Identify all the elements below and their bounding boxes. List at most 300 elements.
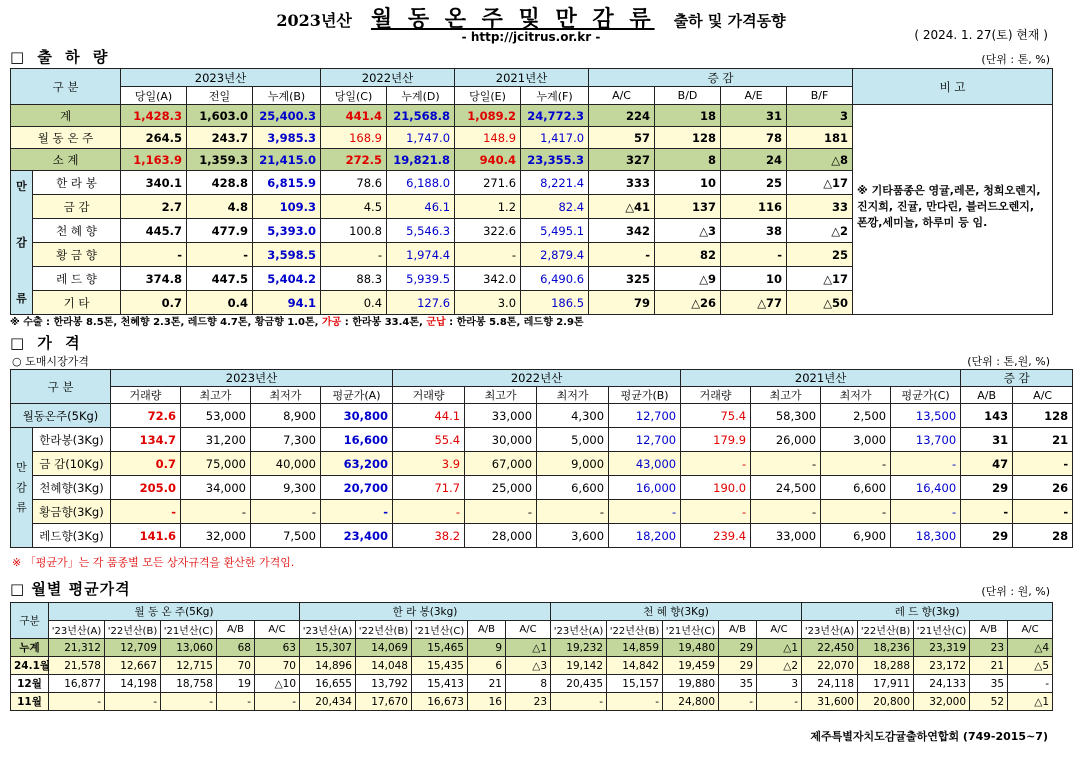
shipment-subheader: B/F (787, 87, 853, 105)
data-cell: 6,900 (821, 524, 891, 548)
price-subheader: 최저가 (251, 387, 321, 404)
data-cell: - (251, 500, 321, 524)
data-cell: 63,200 (321, 452, 393, 476)
data-cell: 3 (757, 675, 802, 693)
data-cell: 447.5 (187, 267, 253, 291)
data-cell: 224 (589, 105, 655, 127)
data-cell: 6,490.6 (521, 267, 589, 291)
data-cell: - (1013, 500, 1073, 524)
data-cell: 19 (217, 675, 255, 693)
monthly-subheader: A/B (970, 621, 1008, 639)
data-cell: 5,939.5 (387, 267, 455, 291)
data-cell: - (751, 452, 821, 476)
monthly-subheader: A/C (255, 621, 300, 639)
data-cell: 13,700 (891, 428, 961, 452)
monthly-subheader: '21년산(C) (663, 621, 719, 639)
data-cell: 128 (655, 127, 721, 149)
monthly-subheader: '21년산(C) (412, 621, 468, 639)
row-label: 월동온주(5Kg) (11, 404, 111, 428)
col-change: 증 감 (589, 69, 853, 87)
data-cell: 1,359.3 (187, 149, 253, 171)
data-cell: 3.9 (393, 452, 465, 476)
data-cell: 24,133 (914, 675, 970, 693)
data-cell: 18,236 (858, 639, 914, 657)
data-cell: 75.4 (681, 404, 751, 428)
data-cell: 29 (961, 476, 1013, 500)
price-subsection: ○ 도매시장가격 (12, 355, 89, 368)
data-cell: 23 (970, 639, 1008, 657)
shipment-unit: (단위 : 톤, %) (981, 53, 1050, 66)
monthly-group-header: 월 동 온 주(5Kg) (49, 603, 300, 621)
data-cell: 12,667 (105, 657, 161, 675)
data-cell: 8 (655, 149, 721, 171)
data-cell: 100.8 (321, 219, 387, 243)
data-cell: 12,700 (609, 428, 681, 452)
data-cell: 3,000 (821, 428, 891, 452)
monthly-subheader: '22년산(B) (607, 621, 663, 639)
data-cell: 2.7 (121, 195, 187, 219)
data-cell: 21,312 (49, 639, 105, 657)
table-row (11, 657, 1053, 675)
data-cell: 9,300 (251, 476, 321, 500)
data-cell: 25,000 (465, 476, 537, 500)
data-cell: 15,413 (412, 675, 468, 693)
data-cell: 8,900 (251, 404, 321, 428)
data-cell: 9 (468, 639, 506, 657)
row-label: 천 혜 향 (33, 219, 121, 243)
data-cell: - (1008, 675, 1053, 693)
data-cell: 18,288 (858, 657, 914, 675)
data-cell: 6,600 (821, 476, 891, 500)
data-cell: 10 (721, 267, 787, 291)
shipment-subheader: A/E (721, 87, 787, 105)
data-cell: - (455, 243, 521, 267)
data-cell: 205.0 (111, 476, 181, 500)
data-cell: 5,404.2 (253, 267, 321, 291)
data-cell: 29 (719, 657, 757, 675)
data-cell: 4.5 (321, 195, 387, 219)
data-cell: 24,800 (663, 693, 719, 711)
price-subheader: A/C (1013, 387, 1073, 404)
data-cell: △77 (721, 291, 787, 315)
data-cell: 16,400 (891, 476, 961, 500)
data-cell: - (607, 693, 663, 711)
price-subheader: 평균가(B) (609, 387, 681, 404)
data-cell: 1,417.0 (521, 127, 589, 149)
data-cell: - (121, 243, 187, 267)
data-cell: 116 (721, 195, 787, 219)
monthly-subheader: '22년산(B) (356, 621, 412, 639)
data-cell: 38 (721, 219, 787, 243)
data-cell: 9,000 (537, 452, 609, 476)
data-cell: - (105, 693, 161, 711)
section-shipment: □ 출 하 량 (10, 48, 112, 66)
monthly-subheader: A/B (217, 621, 255, 639)
row-label: 누계 (11, 639, 49, 657)
table-row (11, 428, 1073, 452)
data-cell: 13,060 (161, 639, 217, 657)
price-subheader: 거래량 (681, 387, 751, 404)
data-cell: 19,880 (663, 675, 719, 693)
data-cell: 179.9 (681, 428, 751, 452)
data-cell: 128 (1013, 404, 1073, 428)
data-cell: 78.6 (321, 171, 387, 195)
data-cell: 24,118 (802, 675, 858, 693)
data-cell: 1,747.0 (387, 127, 455, 149)
data-cell: 70 (217, 657, 255, 675)
data-cell: 33 (787, 195, 853, 219)
monthly-subheader: '23년산(A) (49, 621, 105, 639)
data-cell: 20,700 (321, 476, 393, 500)
shipment-table (10, 68, 1053, 315)
price-subheader: 최고가 (181, 387, 251, 404)
shipment-subheader: 누계(F) (521, 87, 589, 105)
data-cell: 342 (589, 219, 655, 243)
data-cell: 82.4 (521, 195, 589, 219)
data-cell: 3,985.3 (253, 127, 321, 149)
shipment-subheader: 당일(E) (455, 87, 521, 105)
shipment-note: ※ 수출 : 한라봉 8.5톤, 천혜향 2.3톤, 레드향 4.7톤, 황금향 1.0톤, 가공 : 한라봉 33.4톤, 군납 : 한라봉 5.8톤, 레드향 2.9톤 (10, 317, 584, 328)
data-cell: 25 (721, 171, 787, 195)
data-cell: 14,198 (105, 675, 161, 693)
data-cell: 2,879.4 (521, 243, 589, 267)
data-cell: - (821, 500, 891, 524)
price-subheader: 거래량 (393, 387, 465, 404)
data-cell: 82 (655, 243, 721, 267)
table-row (11, 693, 1053, 711)
table-row (11, 404, 1073, 428)
data-cell: 21 (970, 657, 1008, 675)
monthly-subheader: '23년산(A) (551, 621, 607, 639)
data-cell: △1 (1008, 693, 1053, 711)
data-cell: 0.4 (321, 291, 387, 315)
data-cell: - (161, 693, 217, 711)
row-label: 황금향(3Kg) (33, 500, 111, 524)
data-cell: △8 (787, 149, 853, 171)
row-label: 금 감(10Kg) (33, 452, 111, 476)
data-cell: 1,603.0 (187, 105, 253, 127)
data-cell: 23,172 (914, 657, 970, 675)
data-cell: 3,600 (537, 524, 609, 548)
table-row (11, 500, 1073, 524)
data-cell: - (609, 500, 681, 524)
monthly-group-header: 천 혜 향(3Kg) (551, 603, 802, 621)
data-cell: 19,821.8 (387, 149, 455, 171)
data-cell: 6,815.9 (253, 171, 321, 195)
data-cell: 19,459 (663, 657, 719, 675)
data-cell: 20,800 (858, 693, 914, 711)
data-cell: 1,428.3 (121, 105, 187, 127)
data-cell: △1 (506, 639, 551, 657)
data-cell: 134.7 (111, 428, 181, 452)
data-cell: △2 (757, 657, 802, 675)
data-cell: 127.6 (387, 291, 455, 315)
data-cell: - (681, 452, 751, 476)
data-cell: 12,715 (161, 657, 217, 675)
data-cell: 5,546.3 (387, 219, 455, 243)
row-label: 레 드 향 (33, 267, 121, 291)
data-cell: 70 (255, 657, 300, 675)
price-group-label: 만 감 류 (11, 428, 33, 548)
table-row (11, 639, 1053, 657)
data-cell: 94.1 (253, 291, 321, 315)
data-cell: 14,842 (607, 657, 663, 675)
data-cell: 0.7 (121, 291, 187, 315)
data-cell: △4 (1008, 639, 1053, 657)
price-col-gubun: 구 분 (11, 370, 111, 404)
data-cell: 67,000 (465, 452, 537, 476)
data-cell: 15,435 (412, 657, 468, 675)
data-cell: - (465, 500, 537, 524)
data-cell: - (255, 693, 300, 711)
data-cell: 1,974.4 (387, 243, 455, 267)
data-cell: 16,673 (412, 693, 468, 711)
data-cell: 1,089.2 (455, 105, 521, 127)
data-cell: 239.4 (681, 524, 751, 548)
data-cell: 272.5 (321, 149, 387, 171)
data-cell: 24 (721, 149, 787, 171)
data-cell: - (589, 243, 655, 267)
data-cell: - (821, 452, 891, 476)
data-cell: - (681, 500, 751, 524)
data-cell: 19,480 (663, 639, 719, 657)
data-cell: 18,300 (891, 524, 961, 548)
data-cell: - (393, 500, 465, 524)
price-subheader: A/B (961, 387, 1013, 404)
data-cell: 17,911 (858, 675, 914, 693)
shipment-subheader: B/D (655, 87, 721, 105)
data-cell: 26,000 (751, 428, 821, 452)
row-label: 11월 (11, 693, 49, 711)
price-col-2023: 2023년산 (111, 370, 393, 387)
row-label: 황 금 향 (33, 243, 121, 267)
shipment-subheader: 당일(C) (321, 87, 387, 105)
row-label: 계 (11, 105, 121, 127)
data-cell: 24,500 (751, 476, 821, 500)
data-cell: 327 (589, 149, 655, 171)
table-row (11, 452, 1073, 476)
monthly-subheader: A/C (757, 621, 802, 639)
data-cell: 325 (589, 267, 655, 291)
data-cell: 21,415.0 (253, 149, 321, 171)
data-cell: 168.9 (321, 127, 387, 149)
data-cell: 23,319 (914, 639, 970, 657)
data-cell: 72.6 (111, 404, 181, 428)
data-cell: 264.5 (121, 127, 187, 149)
data-cell: △17 (787, 267, 853, 291)
data-cell: 21,568.8 (387, 105, 455, 127)
data-cell: 10 (655, 171, 721, 195)
col-gubun: 구 분 (11, 69, 121, 105)
data-cell: - (1013, 452, 1073, 476)
data-cell: 333 (589, 171, 655, 195)
data-cell: △2 (787, 219, 853, 243)
row-label: 레드향(3Kg) (33, 524, 111, 548)
price-subheader: 최저가 (537, 387, 609, 404)
data-cell: - (551, 693, 607, 711)
data-cell: 22,450 (802, 639, 858, 657)
report-title (0, 2, 1062, 30)
data-cell: 68 (217, 639, 255, 657)
site-url[interactable]: - http://jcitrus.or.kr - (461, 30, 601, 44)
data-cell: 31,600 (802, 693, 858, 711)
monthly-table (10, 602, 1053, 711)
monthly-subheader: A/B (719, 621, 757, 639)
data-cell: 47 (961, 452, 1013, 476)
data-cell: 15,157 (607, 675, 663, 693)
col-remark: 비 고 (853, 69, 1053, 105)
data-cell: 441.4 (321, 105, 387, 127)
data-cell: - (111, 500, 181, 524)
section-monthly: □ 월별 평균가격 (10, 580, 131, 598)
shipment-subheader: 전일 (187, 87, 253, 105)
data-cell: 2,500 (821, 404, 891, 428)
data-cell: - (181, 500, 251, 524)
data-cell: 342.0 (455, 267, 521, 291)
data-cell: 6 (468, 657, 506, 675)
data-cell: - (757, 693, 802, 711)
data-cell: - (217, 693, 255, 711)
data-cell: 38.2 (393, 524, 465, 548)
data-cell: △3 (655, 219, 721, 243)
data-cell: 25,400.3 (253, 105, 321, 127)
data-cell: 3.0 (455, 291, 521, 315)
data-cell: 14,069 (356, 639, 412, 657)
row-label: 금 감 (33, 195, 121, 219)
data-cell: 5,393.0 (253, 219, 321, 243)
monthly-group-header: 한 라 봉(3kg) (300, 603, 551, 621)
price-subheader: 최고가 (751, 387, 821, 404)
monthly-group-header: 레 드 향(3kg) (802, 603, 1053, 621)
data-cell: △3 (506, 657, 551, 675)
row-label: 기 타 (33, 291, 121, 315)
price-note: ※ 「평균가」는 각 품종별 모든 상자규격을 환산한 가격임. (12, 556, 295, 569)
row-label: 12월 (11, 675, 49, 693)
data-cell: - (961, 500, 1013, 524)
data-cell: 16,600 (321, 428, 393, 452)
price-subheader: 최고가 (465, 387, 537, 404)
data-cell: 4.8 (187, 195, 253, 219)
data-cell: 8,221.4 (521, 171, 589, 195)
data-cell: 16,655 (300, 675, 356, 693)
data-cell: 137 (655, 195, 721, 219)
data-cell: 35 (970, 675, 1008, 693)
data-cell: 148.9 (455, 127, 521, 149)
row-label: 한라봉(3Kg) (33, 428, 111, 452)
data-cell: 18,758 (161, 675, 217, 693)
data-cell: 53,000 (181, 404, 251, 428)
data-cell: 33,000 (465, 404, 537, 428)
data-cell: △17 (787, 171, 853, 195)
data-cell: - (537, 500, 609, 524)
data-cell: - (321, 243, 387, 267)
data-cell: 15,465 (412, 639, 468, 657)
data-cell: 5,495.1 (521, 219, 589, 243)
data-cell: 20,435 (551, 675, 607, 693)
price-subheader: 거래량 (111, 387, 181, 404)
data-cell: 6,188.0 (387, 171, 455, 195)
data-cell: 16,000 (609, 476, 681, 500)
data-cell: 477.9 (187, 219, 253, 243)
data-cell: 16 (468, 693, 506, 711)
shipment-subheader: A/C (589, 87, 655, 105)
data-cell: - (321, 500, 393, 524)
data-cell: 340.1 (121, 171, 187, 195)
data-cell: 34,000 (181, 476, 251, 500)
data-cell: 33,000 (751, 524, 821, 548)
monthly-subheader: A/C (1008, 621, 1053, 639)
data-cell: 28,000 (465, 524, 537, 548)
data-cell: - (891, 500, 961, 524)
price-subheader: 평균가(A) (321, 387, 393, 404)
data-cell: 322.6 (455, 219, 521, 243)
data-cell: 428.8 (187, 171, 253, 195)
section-price: □ 가 격 (10, 334, 84, 352)
report-date: ( 2024. 1. 27(토) 현재 ) (914, 28, 1048, 42)
price-table (10, 369, 1073, 548)
data-cell: 14,896 (300, 657, 356, 675)
data-cell: 40,000 (251, 452, 321, 476)
monthly-subheader: '21년산(C) (161, 621, 217, 639)
data-cell: 78 (721, 127, 787, 149)
remark-cell: ※ 기타품종은 영귤,레몬, 청희오렌지, 진지희, 진귤, 만다린, 블러드오렌지, 폰깡,세미놀, 하루미 등 임. (853, 105, 1053, 315)
monthly-subheader: '23년산(A) (300, 621, 356, 639)
row-label: 24.1월 (11, 657, 49, 675)
data-cell: 75,000 (181, 452, 251, 476)
data-cell: 71.7 (393, 476, 465, 500)
data-cell: 374.8 (121, 267, 187, 291)
data-cell: 3 (787, 105, 853, 127)
price-subheader: 평균가(C) (891, 387, 961, 404)
data-cell: 18,200 (609, 524, 681, 548)
data-cell: 30,800 (321, 404, 393, 428)
data-cell: 8 (506, 675, 551, 693)
data-cell: 31,200 (181, 428, 251, 452)
data-cell: 7,500 (251, 524, 321, 548)
title-main: 월 동 온 주 및 만 감 류 (370, 6, 655, 32)
data-cell: 16,877 (49, 675, 105, 693)
data-cell: 52 (970, 693, 1008, 711)
monthly-unit: (단위 : 원, %) (981, 585, 1050, 598)
data-cell: 3,598.5 (253, 243, 321, 267)
data-cell: 6,600 (537, 476, 609, 500)
data-cell: 243.7 (187, 127, 253, 149)
row-label: 소 계 (11, 149, 121, 171)
data-cell: 0.7 (111, 452, 181, 476)
data-cell: 15,307 (300, 639, 356, 657)
data-cell: 44.1 (393, 404, 465, 428)
data-cell: △41 (589, 195, 655, 219)
monthly-subheader: '23년산(A) (802, 621, 858, 639)
data-cell: - (187, 243, 253, 267)
data-cell: 57 (589, 127, 655, 149)
data-cell: 445.7 (121, 219, 187, 243)
data-cell: 24,772.3 (521, 105, 589, 127)
data-cell: 32,000 (181, 524, 251, 548)
price-col-change: 증 감 (961, 370, 1073, 387)
data-cell: 23,355.3 (521, 149, 589, 171)
col-2021: 2021년산 (455, 69, 589, 87)
shipment-subheader: 당일(A) (121, 87, 187, 105)
data-cell: - (891, 452, 961, 476)
data-cell: 0.4 (187, 291, 253, 315)
data-cell: 30,000 (465, 428, 537, 452)
data-cell: △26 (655, 291, 721, 315)
data-cell: 29 (961, 524, 1013, 548)
shipment-subheader: 누계(D) (387, 87, 455, 105)
price-col-2022: 2022년산 (393, 370, 681, 387)
row-label: 한 라 봉 (33, 171, 121, 195)
